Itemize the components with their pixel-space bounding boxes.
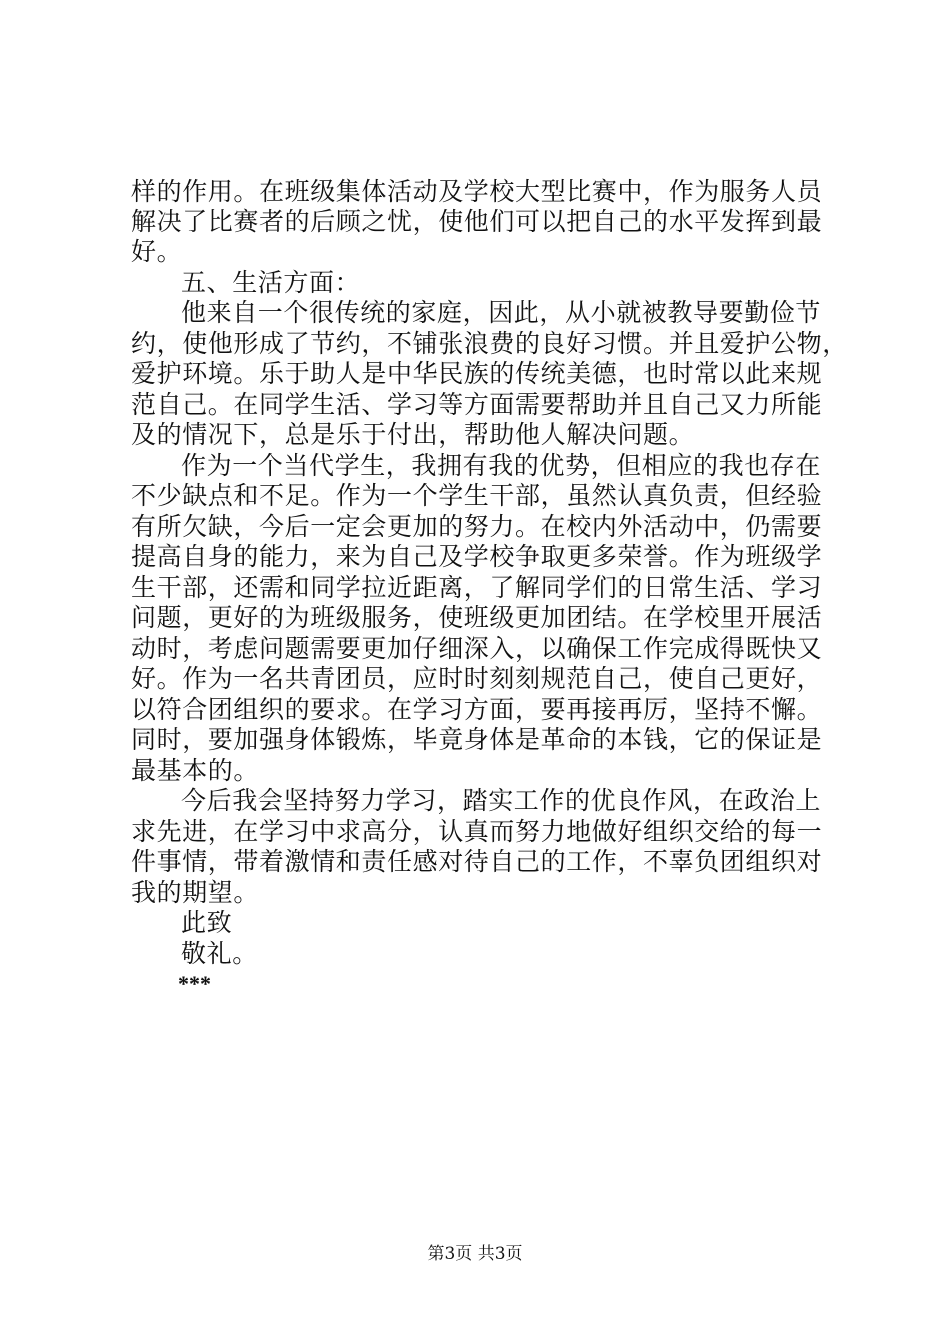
text-line: 生干部，还需和同学拉近距离，了解同学们的日常生活、学习 xyxy=(131,573,823,602)
section-heading: 五、生活方面： xyxy=(181,268,361,297)
text-line: 最基本的。 xyxy=(131,756,260,785)
text-line: 不少缺点和不足。作为一个学生干部，虽然认真负责，但经验 xyxy=(131,481,823,510)
closing-salutation: 此致 xyxy=(181,908,233,937)
signature: *** xyxy=(178,971,211,996)
closing-regards: 敬礼。 xyxy=(181,939,258,968)
text-line: 范自己。在同学生活、学习等方面需要帮助并且自己又力所能 xyxy=(131,390,823,419)
text-line: 他来自一个很传统的家庭，因此，从小就被教导要勤俭节 xyxy=(181,298,822,327)
text-line: 及的情况下，总是乐于付出，帮助他人解决问题。 xyxy=(131,420,695,449)
text-line: 求先进，在学习中求高分，认真而努力地做好组织交给的每一 xyxy=(131,817,823,846)
text-line: 约，使他形成了节约，不铺张浪费的良好习惯。并且爱护公物， xyxy=(131,329,848,358)
text-line: 今后我会坚持努力学习，踏实工作的优良作风，在政治上 xyxy=(181,786,822,815)
text-line: 有所欠缺，今后一定会更加的努力。在校内外活动中，仍需要 xyxy=(131,512,823,541)
text-line: 问题，更好的为班级服务，使班级更加团结。在学校里开展活 xyxy=(131,603,823,632)
text-line: 好。 xyxy=(131,237,183,266)
text-line: 同时，要加强身体锻炼，毕竟身体是革命的本钱，它的保证是 xyxy=(131,725,823,754)
text-line: 好。作为一名共青团员，应时时刻刻规范自己，使自己更好， xyxy=(131,664,823,693)
page-footer: 第3页 共3页 xyxy=(427,1244,523,1264)
text-line: 提高自身的能力，来为自己及学校争取更多荣誉。作为班级学 xyxy=(131,542,823,571)
text-line: 解决了比赛者的后顾之忧，使他们可以把自己的水平发挥到最 xyxy=(131,207,823,236)
text-line: 我的期望。 xyxy=(131,878,260,907)
text-line: 爱护环境。乐于助人是中华民族的传统美德，也时常以此来规 xyxy=(131,359,823,388)
text-line: 动时，考虑问题需要更加仔细深入，以确保工作完成得既快又 xyxy=(131,634,823,663)
text-line: 件事情，带着激情和责任感对待自己的工作，不辜负团组织对 xyxy=(131,847,823,876)
text-line: 以符合团组织的要求。在学习方面，要再接再厉，坚持不懈。 xyxy=(131,695,823,724)
text-line: 样的作用。在班级集体活动及学校大型比赛中，作为服务人员 xyxy=(131,177,823,206)
text-line: 作为一个当代学生，我拥有我的优势，但相应的我也存在 xyxy=(181,451,822,480)
